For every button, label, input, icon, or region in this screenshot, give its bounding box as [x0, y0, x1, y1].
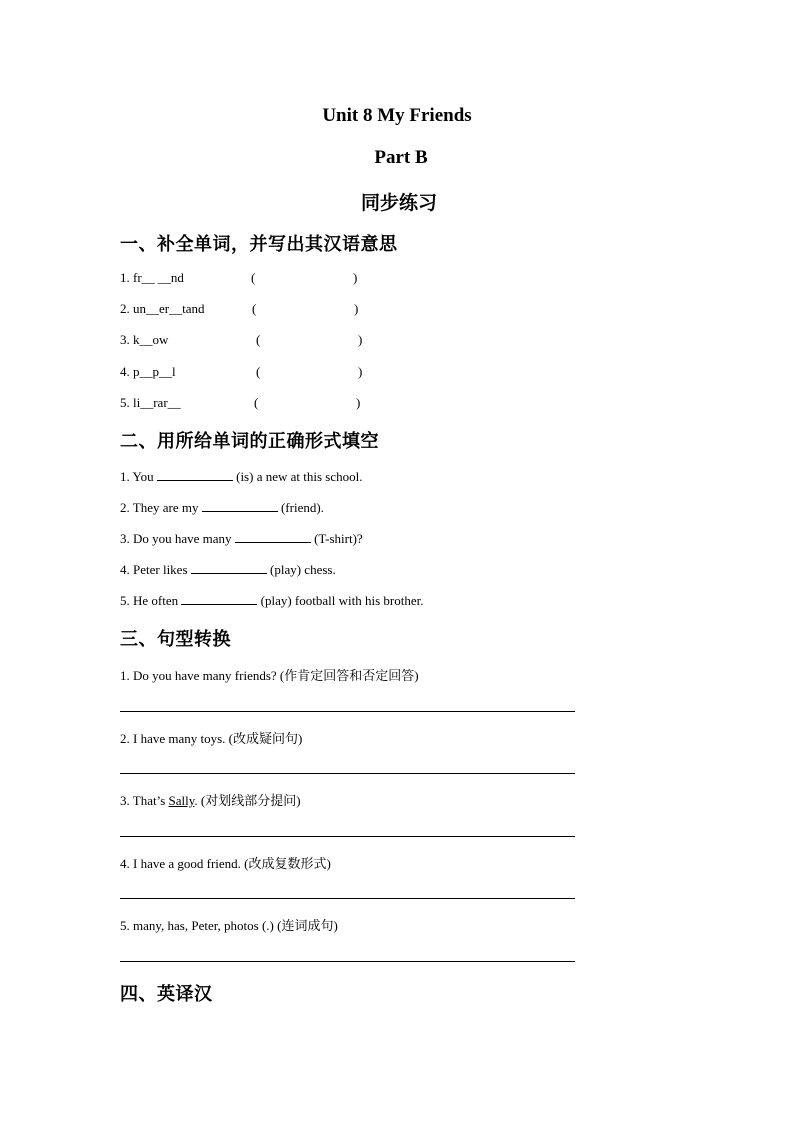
s2-item-1-before: 1. You: [120, 469, 154, 484]
s1-item-1-close: ): [353, 270, 358, 285]
section-4-heading: 四、英译汉: [120, 984, 213, 1004]
s1-item-5-open: (: [254, 395, 259, 410]
s2-item-4-before: 4. Peter likes: [120, 562, 188, 577]
s3-answer-line-1: [120, 711, 575, 712]
s2-item-3-after: (T-shirt)?: [314, 531, 363, 546]
s3-item-3-after: . (对划线部分提问): [194, 793, 301, 808]
s2-item-5-after: (play) football with his brother.: [260, 593, 424, 608]
s2-item-5-blank: [181, 592, 257, 605]
page-title: Unit 8 My Friends: [322, 105, 472, 126]
s1-item-3-open: (: [256, 332, 261, 347]
s3-item-3: [120, 790, 301, 809]
s3-answer-line-2: [120, 773, 575, 774]
s1-item-2: 2. un__er__tand: [120, 301, 205, 316]
s2-item-4-blank: [191, 561, 267, 574]
s1-item-4-close: ): [358, 364, 363, 379]
s2-item-1-after: (is) a new at this school.: [236, 469, 363, 484]
page-subtitle-chinese: 同步练习: [360, 193, 437, 214]
s3-item-1: 1. Do you have many friends? (作肯定回答和否定回答): [120, 668, 419, 683]
s1-item-1: 1. fr__ __nd: [120, 270, 184, 285]
s3-answer-line-4: [120, 898, 575, 899]
page-subtitle: Part B: [374, 147, 428, 168]
s2-item-2-before: 2. They are my: [120, 500, 199, 515]
s1-item-1-open: (: [251, 270, 256, 285]
s2-item-1: [120, 468, 362, 485]
s3-item-4: 4. I have a good friend. (改成复数形式): [120, 856, 331, 871]
s2-item-2-blank: [202, 499, 278, 512]
s1-item-2-open: (: [252, 301, 257, 316]
s2-item-1-blank: [157, 468, 233, 481]
section-2-heading: 二、用所给单词的正确形式填空: [120, 431, 379, 451]
s2-item-2: [120, 499, 324, 516]
s2-item-5: [120, 592, 423, 609]
s1-item-5-close: ): [356, 395, 361, 410]
s3-item-2: 2. I have many toys. (改成疑问句): [120, 731, 303, 746]
section-1-heading: 一、补全单词，并写出其汉语意思: [120, 234, 398, 254]
s2-item-4: [120, 561, 336, 578]
s2-item-5-before: 5. He often: [120, 593, 179, 608]
s2-item-3-blank: [235, 530, 311, 543]
s3-answer-line-5: [120, 961, 575, 962]
s2-item-2-after: (friend).: [280, 500, 324, 515]
s2-item-3-before: 3. Do you have many: [120, 531, 232, 546]
s3-item-3-before: 3. That’s: [120, 793, 169, 808]
s1-item-4: 4. p__p__l: [120, 364, 176, 379]
s2-item-4-after: (play) chess.: [270, 562, 336, 577]
s1-item-3-close: ): [358, 332, 363, 347]
s1-item-4-open: (: [256, 364, 261, 379]
section-3-heading: 三、句型转换: [120, 629, 231, 649]
s3-item-5: 5. many, has, Peter, photos (.) (连词成句): [120, 918, 338, 933]
s1-item-3: 3. k__ow: [120, 332, 169, 347]
s1-item-5: 5. li__rar__: [120, 395, 181, 410]
s3-item-3-underlined: Sally: [168, 793, 195, 808]
s2-item-3: [120, 530, 363, 547]
s1-item-2-close: ): [354, 301, 359, 316]
s3-answer-line-3: [120, 836, 575, 837]
